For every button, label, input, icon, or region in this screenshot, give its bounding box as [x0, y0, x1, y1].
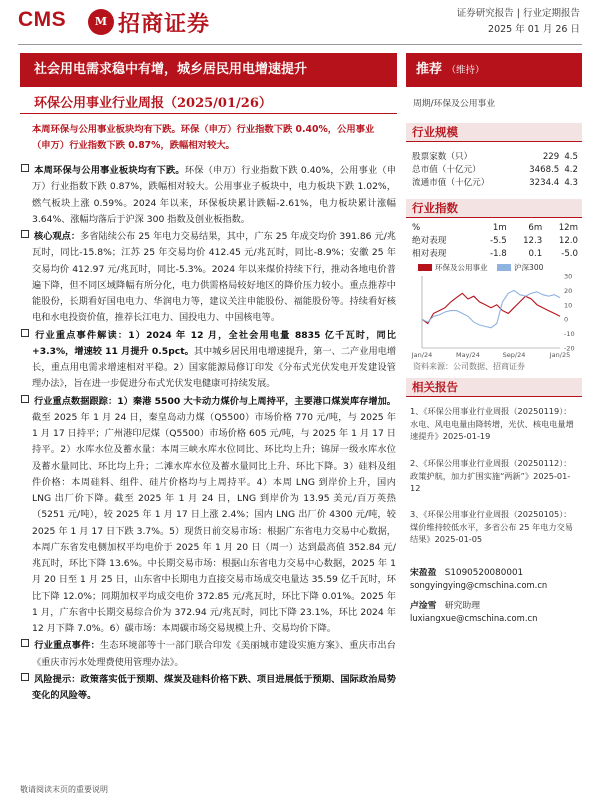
report-type: 证券研究报告 | 行业定期报告 [456, 8, 580, 19]
analyst-name: 宋盈盈 [410, 568, 437, 578]
index-header: 1m [492, 223, 507, 233]
logo-text-cn: 招商证券 [118, 11, 211, 37]
scale-label: 股票家数（只） [412, 152, 473, 162]
rating-banner [406, 53, 582, 87]
index-header: 12m [558, 223, 578, 233]
logo-seal-icon: M [88, 9, 114, 35]
bullet-square-icon [21, 329, 29, 337]
subtitle-divider [20, 113, 397, 114]
legend-label-hs300: 沪深300 [514, 263, 544, 272]
table-row [412, 235, 578, 248]
scale-table [412, 151, 578, 191]
report-date: 2025 年 01 月 26 日 [488, 24, 580, 35]
related-section-title: 相关报告 [406, 378, 582, 396]
index-section-title: 行业指数 [406, 199, 582, 217]
analyst-2 [410, 598, 480, 611]
bullet-paragraph [20, 638, 396, 671]
related-divider [406, 396, 582, 397]
index-label: 相对表现 [412, 249, 447, 260]
rating-note: （维持） [446, 65, 485, 76]
related-report-3[interactable]: 3、《环保公用事业行业周报（20250105）：煤价维持较低水平，多省公布 25 年电力交易结果》2025-01-05 [410, 509, 573, 545]
index-value: 0.1 [528, 249, 543, 260]
y-tick-label: 10 [564, 301, 573, 310]
legend-swatch-hs300 [497, 264, 511, 271]
bullet-paragraph [20, 163, 396, 228]
header-divider [18, 44, 582, 45]
bullet-square-icon [21, 673, 29, 681]
scale-value: 3234.4 [529, 178, 560, 189]
x-tick-label: May/24 [456, 351, 480, 359]
header-info [457, 6, 580, 38]
bullet-text: 其中城乡居民用电增速提升，第一、二产业用电增长，重点用电需求增速相对平稳。2）国家能源局修订印发《分布式光伏发电开发建设管理办法》，旨在进一步促进分布式光伏发电健康可持续发展。 [32, 345, 397, 390]
x-tick-label: Sep/24 [502, 351, 526, 359]
report-subtitle: 环保公用事业行业周报（2025/01/26） [34, 96, 272, 111]
bullet-square-icon [21, 230, 29, 238]
scale-value: 229 [542, 152, 560, 162]
bullet-lead: 本周环保与公用事业板块均有下跌。 [34, 165, 185, 176]
bullet-paragraph [20, 394, 396, 638]
y-tick-label: 30 [564, 272, 573, 281]
scale-label: 总市值（十亿元） [412, 165, 481, 176]
bullet-lead: 行业重点事件解读：1）2024 年 12 月，全社会用电量 8835 亿千瓦时，同比+3.3%，增速较 11 月提升 0.5pct。 [32, 329, 396, 357]
company-logo [18, 6, 213, 40]
table-header-row [412, 222, 578, 235]
bullet-lead: 行业重点事件： [34, 640, 101, 652]
analyst-1 [410, 565, 523, 578]
x-tick-label: Jan/25 [549, 351, 571, 359]
table-row [412, 164, 578, 177]
analyst-role: 研究助理 [444, 601, 480, 611]
summary-text: 本周环保与公用事业板块均有下跌。环保（申万）行业指数下跌 0.40%，公用事业（申万）行业指数下跌 0.87%，跌幅相对较大。 [32, 124, 375, 151]
index-divider [406, 217, 582, 218]
analyst-id: S1090520080001 [444, 568, 524, 578]
scale-divider [406, 141, 582, 142]
x-tick-label: Jan/24 [411, 351, 433, 359]
table-row [412, 248, 578, 261]
bullet-paragraph [20, 328, 396, 393]
scale-pct: 4.2 [564, 165, 578, 176]
index-value: 12.0 [558, 236, 578, 247]
scale-pct: 4.3 [564, 178, 578, 189]
bullet-lead: 行业重点数据跟踪：1）秦港 5500 大卡动力煤价与上周持平，主要港口煤炭库存增加。 [34, 395, 396, 407]
y-tick-label: -10 [564, 330, 575, 339]
index-value: -5.5 [489, 236, 507, 247]
table-row [412, 151, 578, 164]
bullet-text: 生态环境部等十一部门联合印发《美丽城市建设实施方案》、重庆市出台《重庆市污水处理费使用管理办法》。 [32, 640, 396, 668]
bullet-lead: 风险提示：政策落实低于预期、煤炭及硅料价格下跌、项目进展低于预期、国际政治局势变化的风险等。 [32, 673, 396, 701]
bullet-paragraph [20, 672, 396, 705]
bullet-square-icon [21, 639, 29, 647]
y-tick-label: 0 [564, 315, 569, 324]
index-value: -1.8 [489, 249, 507, 260]
index-header: % [412, 223, 421, 233]
scale-value: 3468.5 [529, 165, 560, 176]
logo-text-en: CMS [18, 8, 67, 31]
report-title: 社会用电需求稳中有增，城乡居民用电增速提升 [20, 53, 397, 87]
y-tick-label: -20 [564, 344, 575, 353]
bullet-text: 环保（申万）行业指数下跌 0.40%，公用事业（申万）行业指数下跌 0.87%，跌幅相对较大。公用事业子板块中，电力板块下跌 1.02%，燃气板块上涨 0.59%。2024 年以来，环保板块累计跌幅-2.61%，电力板块累计涨幅 3.64%、涨幅均落后于沪深 300 指数及创业板指数。 [32, 165, 396, 225]
related-report-2[interactable]: 2、《环保公用事业行业周报（20250112）：政策护航，加力扩围实施“两新”》2025-01-12 [410, 458, 572, 494]
main-body [20, 163, 396, 705]
analyst-2-email[interactable]: luxiangxue@cmschina.com.cn [410, 613, 538, 623]
bullet-paragraph [20, 229, 396, 327]
y-tick-label: 20 [564, 286, 573, 295]
legend-label-sector: 环保及公用事业 [435, 263, 488, 272]
scale-pct: 4.5 [564, 152, 578, 162]
bullet-lead: 核心观点： [34, 231, 81, 242]
index-label: 绝对表现 [412, 236, 447, 247]
bullet-square-icon [21, 164, 29, 172]
index-table [412, 222, 578, 262]
related-report-1[interactable]: 1、《环保公用事业行业周报（20250119）：水电、风电电量由降转增，光伏、核电电量增速提升》2025-01-19 [410, 406, 574, 442]
index-performance-chart [404, 272, 584, 362]
footer-note: 敬请阅读末页的重要说明 [20, 785, 108, 794]
rating-label: 推荐 [416, 62, 443, 77]
legend-swatch-sector [418, 264, 432, 271]
index-value: -5.0 [561, 249, 578, 260]
series-line-sector [422, 293, 560, 323]
bullet-text: 多省陆续公布 25 年电力交易结果，其中，广东 25 年成交均价 391.86 元/兆瓦时，同比-15.8%；江苏 25 年交易均价 412.45 元/兆瓦时，同比-8.9%；安徽 25 年交易均价 412.97 元/兆瓦时，同比-5.3%。2024 年以来煤价持续下行，推动各地电价普遍下降，但不同区域降幅有所分化，电力供需格局较好地区的降价压力较小。重点推荐中能股份，长期看好国电电力、华润电力等，建议关注申能股份、福能股份等。持续看好核电和水电投资价值，推荐长江电力、国投电力、中国核电等。 [32, 231, 396, 324]
bullet-square-icon [21, 395, 29, 403]
industry-category: 周期/环保及公用事业 [413, 99, 496, 109]
bullet-text: 截至 2025 年 1 月 24 日，秦皇岛动力煤（Q5500）市场价格 770 元/吨，与 2025 年 1 月 17 日持平；广州港印尼煤（Q5500）市场价格 605 元/吨，与 2025 年 1 月 17 日持平。2）水库水位及蓄水量：本周三峡水库水位同比、环比均上升；锦屏一级水库水位及蓄水量同比、环比均上升；二滩水库水位及蓄水量同比上升、环比下降。3）硅料及组件价格：本周硅料、组件、硅片价格均与上周持平。4）本周 LNG 到岸价上升，国内 LNG 出厂价下降。截至 2025 年 1 月 24 日，LNG 到岸价为 13.95 美元/百万英热（5251 元/吨），较 2025 年 1 月 17 日上涨 2.4%；国内 LNG 出厂价 4300 元/吨，较 2025 年 1 月 17 日下跌 3.7%。5）现货日前交易市场：根据广东省电力交易中心数据，本周广东省发电侧加权平均电价于 2025 年 1 月 20 日（周一）达到最高值 352.84 元/兆瓦时，环比下降 13.6%。中长期交易市场：根据山东省电力交易中心数据，2025 年 1 月 20 日至 1 月 25 日，山东省中长期电力直接交易市场成交电量达 35.59 亿千瓦时，环比下降 12.0%；同期加权平均成交电价 372.85 元/兆瓦时，环比下降 0.01%。2025 年 1 月，广东省中长期交易综合价为 372.94 元/兆瓦时，同比下降 23.1%，环比 2024 年 12 月下降 7.0%。6）碳市场：本周碳市场交易规模上升、交易均价下降。 [32, 411, 396, 634]
analyst-1-email[interactable]: songyingying@cmschina.com.cn [410, 580, 548, 590]
scale-label: 流通市值（十亿元） [412, 178, 490, 189]
chart-source: 资料来源：公司数据、招商证券 [413, 362, 525, 371]
table-row [412, 177, 578, 190]
scale-section-title: 行业规模 [406, 123, 582, 141]
index-header: 6m [528, 223, 543, 233]
analyst-name: 卢淦雪 [410, 601, 437, 611]
index-value: 12.3 [523, 236, 543, 247]
